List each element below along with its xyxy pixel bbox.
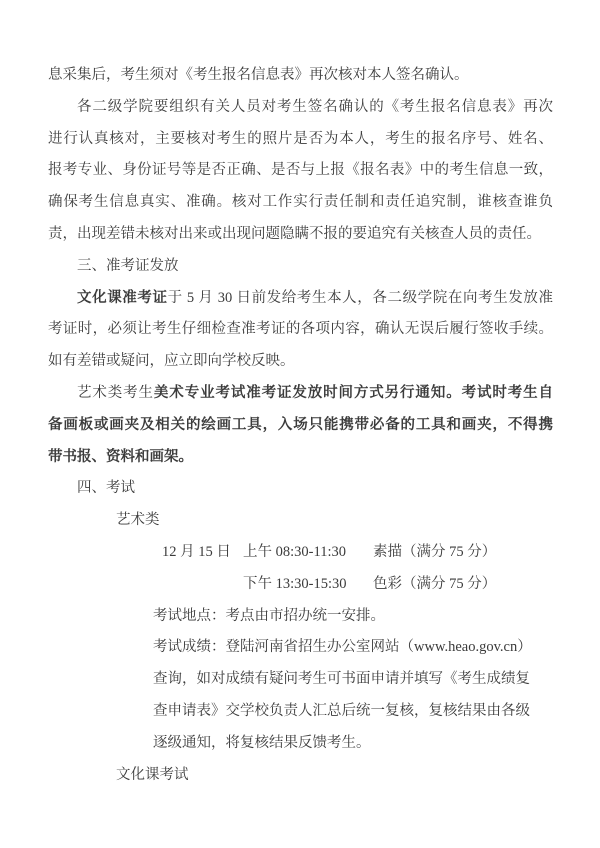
section-heading-4: 四、考试 [77, 480, 135, 497]
exam-subject-sketch: 素描（满分 75 分） [373, 543, 497, 560]
culture-ticket-line-1-rest: 于 5 月 30 日前发给考生本人，各二级学院在向考生发放准 [167, 289, 553, 306]
culture-exam-label: 文化课考试 [116, 766, 189, 783]
score-line-1: 考试成绩：登陆河南省招生办公室网站（www.heao.gov.cn） [153, 639, 532, 656]
art-category-label: 艺术类 [116, 512, 160, 529]
exam-time-morning: 上午 08:30-11:30 [243, 543, 346, 560]
exam-schedule-row-2 [48, 569, 553, 601]
art-ticket-line-3: 带书报、资料和画架。 [48, 448, 193, 465]
score-line-3: 查申请表》交学校负责人汇总后统一复核，复核结果由各级 [153, 702, 530, 719]
exam-schedule-row-1 [48, 537, 553, 569]
exam-time-afternoon: 下午 13:30-15:30 [243, 575, 347, 592]
review-paragraph-line-1: 各二级学院要组织有关人员对考生签名确认的《考生报名信息表》再次 [77, 98, 553, 115]
exam-date: 12 月 15 日 [162, 543, 231, 560]
culture-ticket-bold-lead: 文化课准考证 [77, 289, 168, 306]
art-ticket-bold-1: 美术专业考试准考证发放时间方式另行通知。考试时考生自 [153, 384, 554, 401]
exam-location-line: 考试地点：考点由市招办统一安排。 [153, 607, 385, 624]
art-ticket-line-2: 备画板或画夹及相关的绘画工具，入场只能携带必备的工具和画夹，不得携 [48, 416, 553, 433]
culture-ticket-line-3: 如有差错或疑问，应立即向学校反映。 [48, 353, 295, 370]
score-line-4: 逐级通知，将复核结果反馈考生。 [153, 734, 371, 751]
review-paragraph-line-3: 报考专业、身份证号等是否正确、是否与上报《报名表》中的考生信息一致， [48, 162, 553, 179]
exam-subject-color: 色彩（满分 75 分） [373, 575, 497, 592]
review-paragraph-line-5: 责，出现差错未核对出来或出现问题隐瞒不报的要追究有关核查人员的责任。 [48, 225, 541, 242]
art-ticket-lead: 艺术类考生 [77, 384, 154, 401]
culture-ticket-line-1 [48, 283, 553, 315]
section-heading-3: 三、准考证发放 [77, 257, 179, 274]
review-paragraph-line-2: 进行认真核对，主要核对考生的照片是否为本人，考生的报名序号、姓名、 [48, 130, 553, 147]
intro-tail-line: 息采集后，考生须对《考生报名信息表》再次核对本人签名确认。 [48, 67, 469, 83]
art-ticket-line-1 [48, 378, 553, 410]
review-paragraph-line-4: 确保考生信息真实、准确。核对工作实行责任制和责任追究制，谁核查谁负 [48, 194, 553, 211]
document-content [48, 60, 553, 791]
culture-ticket-line-2: 考证时，必须让考生仔细检查准考证的各项内容，确认无误后履行签收手续。 [48, 321, 553, 338]
score-line-2: 查询，如对成绩有疑问考生可书面申请并填写《考生成绩复 [153, 671, 530, 688]
